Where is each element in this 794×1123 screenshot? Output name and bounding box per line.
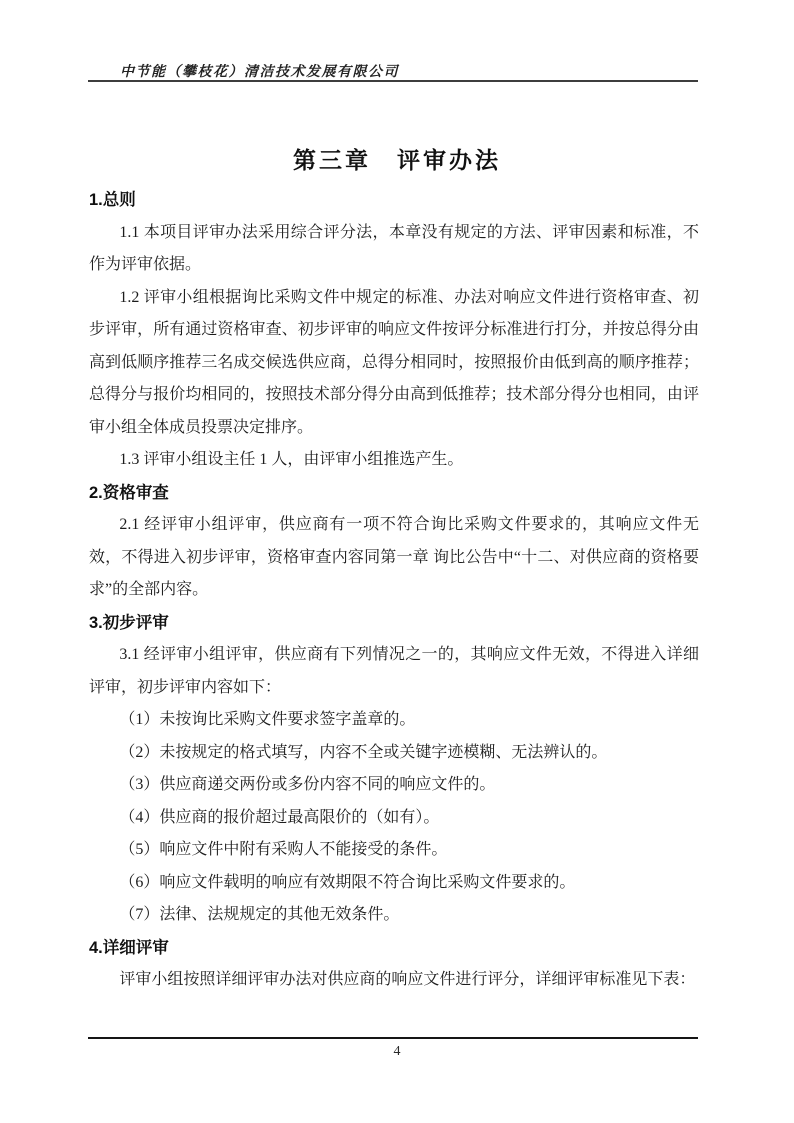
list-item-2: （2）未按规定的格式填写，内容不全或关键字迹模糊、无法辨认的。 bbox=[119, 743, 608, 761]
page-number: 4 bbox=[393, 1044, 401, 1059]
list-item-6: （6）响应文件载明的响应有效期限不符合询比采购文件要求的。 bbox=[119, 873, 576, 891]
footer-divider bbox=[88, 1037, 698, 1039]
header-divider bbox=[88, 80, 698, 82]
list-item-4: （4）供应商的报价超过最高限价的（如有）。 bbox=[119, 808, 440, 826]
section-heading-preliminary-review: 3.初步评审 bbox=[89, 613, 169, 632]
company-name: 中节能（攀枝花）清洁技术发展有限公司 bbox=[120, 65, 399, 80]
list-item-5: （5）响应文件中附有采购人不能接受的条件。 bbox=[119, 841, 448, 858]
chapter-title: 第三章 评审办法 bbox=[293, 147, 501, 173]
paragraph-3-1: 3.1 经评审小组评审，供应商有下列情况之一的，其响应文件无效，不得进入详细评审，初步评审内容如下： bbox=[89, 646, 699, 696]
section-heading-general: 1.总则 bbox=[89, 191, 136, 209]
paragraph-2-1: 2.1 经评审小组评审，供应商有一项不符合询比采购文件要求的，其响应文件无效，不得进入初步评审，资格审查内容同第一章 询比公告中“十二、对供应商的资格要求”的全部内容。 bbox=[89, 516, 699, 598]
section-heading-qualification-review: 2.资格审查 bbox=[89, 483, 169, 502]
list-item-1: （1）未按询比采购文件要求签字盖章的。 bbox=[119, 711, 416, 728]
list-item-3: （3）供应商递交两份或多份内容不同的响应文件的。 bbox=[119, 776, 496, 793]
paragraph-1-1: 1.1 本项目评审办法采用综合评分法，本章没有规定的方法、评审因素和标准，不作为评审依据。 bbox=[89, 223, 699, 273]
section-heading-detailed-review: 4.详细评审 bbox=[89, 938, 169, 957]
paragraph-4-1: 评审小组按照详细评审办法对供应商的响应文件进行评分，详细评审标准见下表： bbox=[119, 971, 696, 988]
paragraph-1-3: 1.3 评审小组设主任 1 人，由评审小组推选产生。 bbox=[119, 451, 464, 468]
document-body bbox=[89, 184, 699, 997]
paragraph-1-2: 1.2 评审小组根据询比采购文件中规定的标准、办法对响应文件进行资格审查、初步评审，所有通过资格审查、初步评审的响应文件按评分标准进行打分，并按总得分由高到低顺序推荐三名成交候选供应商，总得分相同时，按照报价由低到高的顺序推荐；总得分与报价均相同的，按照技术部分得分由高到低推荐；技术部分得分也相同，由评审小组全体成员投票决定排序。 bbox=[89, 288, 699, 436]
list-item-7: （7）法律、法规规定的其他无效条件。 bbox=[119, 906, 400, 923]
